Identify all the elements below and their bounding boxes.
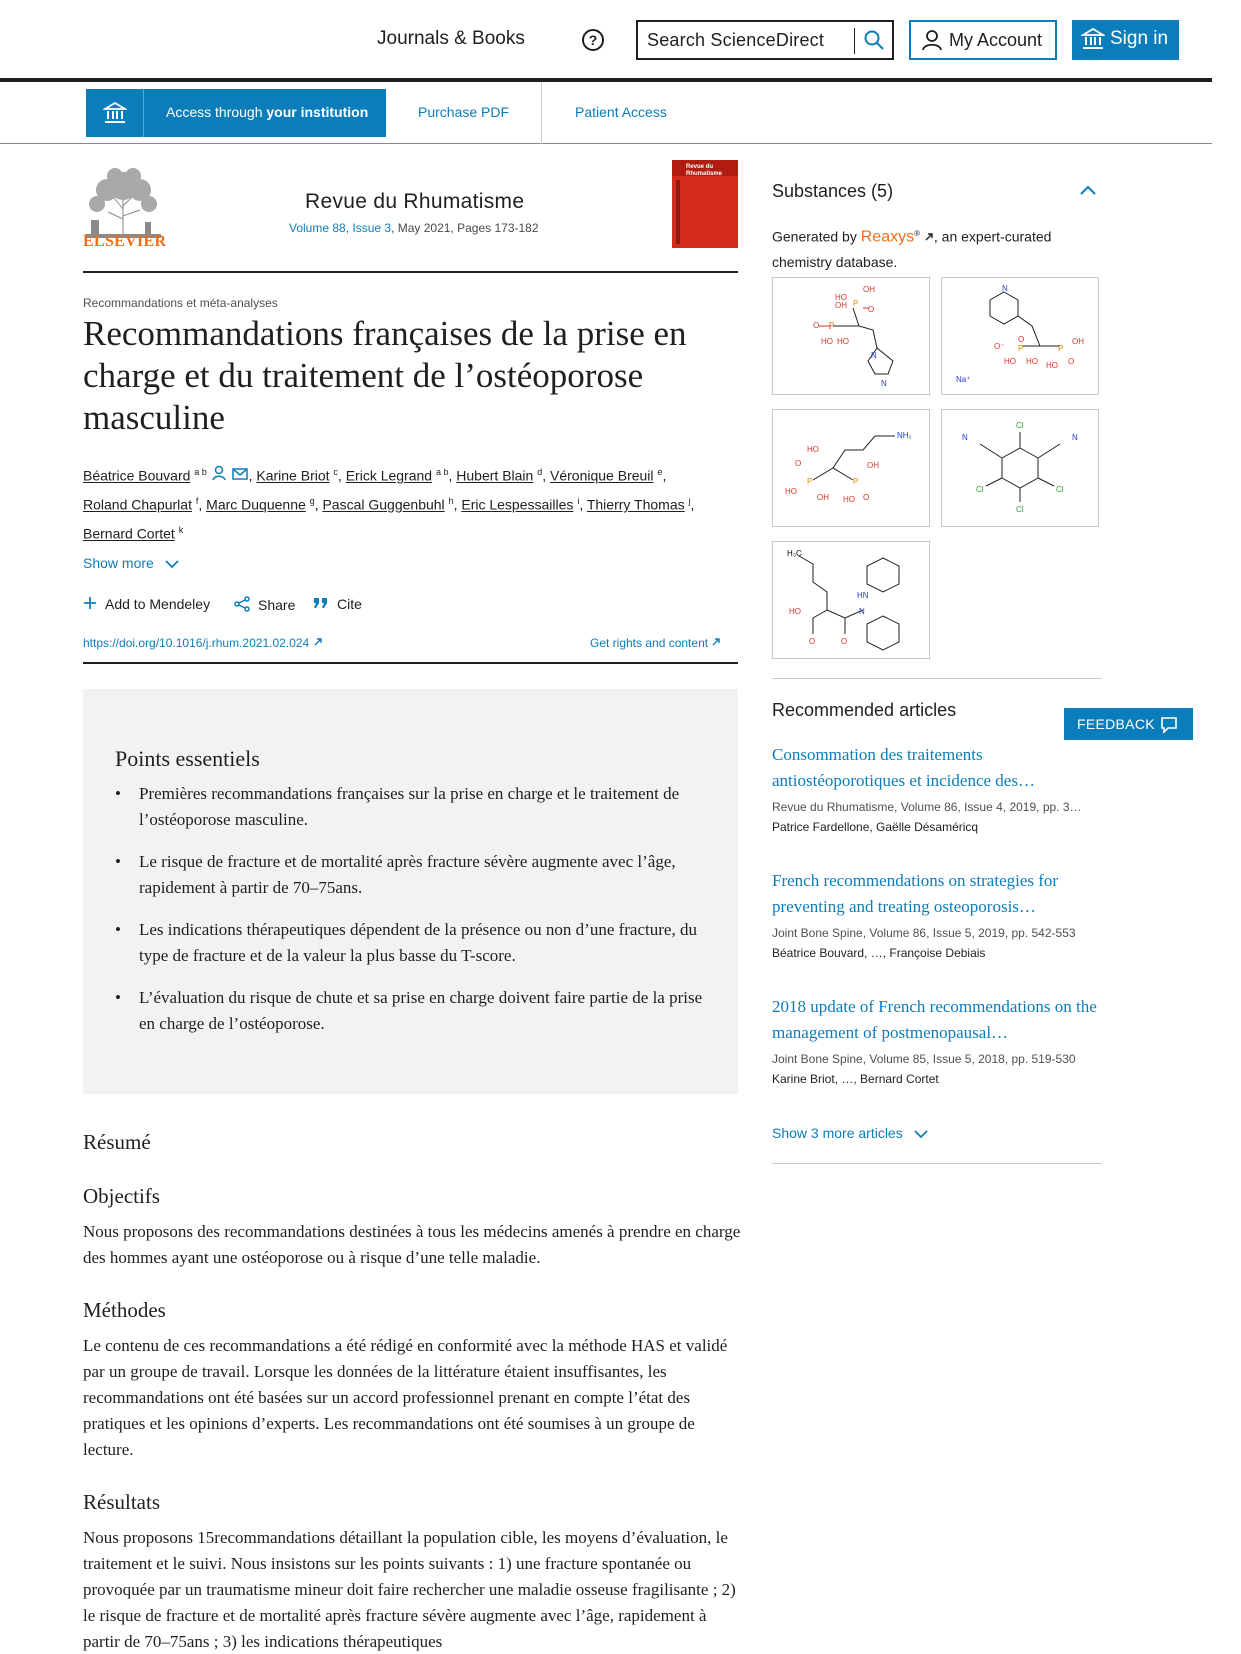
volume-issue-link[interactable]: Volume 88, Issue 3 <box>289 221 392 235</box>
svg-text:P: P <box>853 299 859 308</box>
recommended-article-link[interactable]: 2018 update of French recommendations on the management of postmenopausal… <box>772 997 1097 1042</box>
substance-structure-card[interactable] <box>941 277 1099 395</box>
author-affiliation: g <box>309 496 315 507</box>
author-list: Béatrice Bouvard $^{a b}$ , Karine Briot $^c$, Erick Legrand $^{a b}$, Hubert Blain $^d$, Véronique Breuil $^e$, Roland Chapurlat $^f$, Marc Duquenne $^g$, Pascal Guggenbuhl $^h$, Eric Lespessailles $^i$, Thierry Thomas $^j$, Bernard Cortet $^k$ <box>83 460 743 547</box>
substance-structure-card[interactable] <box>772 541 930 659</box>
highlight-text: L’évaluation du risque de chute et sa prise en charge doivent faire partie de la prise en charge de l’ostéoporose. <box>139 988 703 1033</box>
bullet: • <box>115 784 121 803</box>
resultats-paragraph: Nous proposons 15recommandations détaillant la population cible, les moyens d’évaluation, le traitement et le suivi. Nous insistons sur les points suivants : 1) une fracture spontanée ou provoquée par un traumatisme mineur doit faire rechercher une maladie osseuse fragilisante ; 2) le risque de fracture et de mortalité après fracture sévère augmente avec l’âge, rapidement à partir de 70–75ans ; 3) les indications thérapeutiques <box>83 1528 736 1651</box>
svg-text:Cl: Cl <box>1056 485 1064 494</box>
substances-title[interactable]: Substances (5) <box>772 181 894 201</box>
share-icon <box>234 596 250 612</box>
molecule-structure-image <box>773 542 929 658</box>
bullet: • <box>115 988 121 1007</box>
speech-bubble-icon <box>1160 716 1178 734</box>
author-link[interactable]: Erick Legrand <box>345 467 433 484</box>
show-more-label: Show more <box>83 555 154 571</box>
highlight-text: Le risque de fracture et de mortalité après fracture sévère augmente avec l’âge, rapidement à partir de 70–75ans. <box>139 852 676 897</box>
molecule-structure-image <box>773 278 929 394</box>
svg-text:HO: HO <box>1004 357 1016 366</box>
svg-text:O: O <box>841 637 848 646</box>
show-more-articles-label: Show 3 more articles <box>772 1125 903 1141</box>
author-link[interactable]: Bernard Cortet <box>83 525 175 542</box>
title-line-3: masculine <box>83 398 225 437</box>
feedback-button[interactable] <box>1064 708 1193 740</box>
molecule-structure-image <box>942 410 1098 526</box>
svg-text:O: O <box>1018 335 1025 344</box>
feedback-label: FEEDBACK <box>1077 716 1155 732</box>
svg-text:N: N <box>1002 284 1008 293</box>
journal-title-link[interactable]: Revue du Rhumatisme <box>305 190 525 213</box>
envelope-icon[interactable] <box>231 465 249 481</box>
svg-text:N: N <box>1072 433 1078 442</box>
purchase-pdf-link[interactable]: Purchase PDF <box>418 104 510 120</box>
header-divider <box>83 271 738 273</box>
svg-text:HO: HO <box>837 337 849 346</box>
rights-content-link[interactable] <box>590 636 721 650</box>
share-button[interactable] <box>234 596 295 613</box>
recommended-article <box>772 742 1102 834</box>
author-link[interactable]: Eric Lespessailles <box>461 497 574 514</box>
recommended-article-source: Revue du Rhumatisme, Volume 86, Issue 4, 2019, pp. 3… <box>772 800 1082 814</box>
author-affiliation: a b <box>194 467 207 477</box>
cite-button[interactable] <box>313 596 362 612</box>
external-link-icon <box>924 232 934 242</box>
svg-text:HN: HN <box>857 591 869 600</box>
svg-text:P: P <box>807 477 813 486</box>
my-account-button[interactable] <box>909 20 1057 60</box>
recommended-article-authors: Karine Briot, …, Bernard Cortet <box>772 1072 939 1086</box>
author-affiliation: f <box>195 496 199 507</box>
rights-text: Get rights and content <box>590 636 709 650</box>
journals-books-link[interactable]: Journals & Books <box>377 28 525 49</box>
svg-text:OH: OH <box>835 301 847 310</box>
svg-text:HO: HO <box>1046 361 1058 370</box>
doi-divider <box>83 662 738 664</box>
highlight-text: Les indications thérapeutiques dépendent de la présence ou non d’une fracture, du type de fracture et de la valeur la plus basse du T-score. <box>139 920 697 965</box>
search-divider <box>854 28 855 54</box>
question-circle-icon[interactable]: ? <box>582 29 604 51</box>
author-link[interactable]: Hubert Blain <box>456 467 534 484</box>
author-affiliation: i <box>577 496 580 507</box>
access-bold: your institution <box>266 104 369 120</box>
publisher-wordmark[interactable]: ELSEVIER <box>83 233 167 250</box>
recommended-article-source: Joint Bone Spine, Volume 85, Issue 5, 2018, pp. 519-530 <box>772 1052 1076 1066</box>
svg-text:P: P <box>829 321 835 330</box>
svg-text:O⁻: O⁻ <box>994 342 1005 351</box>
add-to-mendeley-button[interactable] <box>83 596 210 612</box>
resultats-heading: Résultats <box>83 1490 160 1514</box>
author-affiliation: j <box>688 496 691 507</box>
author-icons <box>211 464 249 489</box>
recommended-divider <box>772 1163 1102 1164</box>
generated-prefix: Generated by <box>772 228 857 245</box>
svg-text:HO: HO <box>843 495 855 504</box>
recommended-article <box>772 868 1102 960</box>
show-more-button[interactable] <box>83 555 180 571</box>
methodes-paragraph: Le contenu de ces recommandations a été rédigé en conformité avec la méthode HAS et validé par un groupe de travail. Lorsque les données de la littérature étaient insuffisantes, les recommandations ont été basées sur un accord professionnel prenant en compte l’état des pratiques et les opinions d’experts. Les recommandations ont été soumises à un groupe de lecture. <box>83 1336 728 1459</box>
molecule-structure-image <box>773 410 929 526</box>
generated-by-text: Generated by Reaxys® , an expert-curated chemistry database. <box>772 228 1052 270</box>
svg-text:OH: OH <box>867 461 879 470</box>
svg-text:HO: HO <box>821 337 833 346</box>
molecule-structure-image <box>942 278 1098 394</box>
svg-text:N: N <box>962 433 968 442</box>
author-affiliation: k <box>178 525 184 536</box>
svg-text:O: O <box>868 305 875 314</box>
substance-structure-card[interactable] <box>941 409 1099 527</box>
svg-text:OH: OH <box>1072 337 1084 346</box>
svg-text:HO: HO <box>789 607 801 616</box>
svg-text:Cl: Cl <box>1016 421 1024 430</box>
objectifs-heading: Objectifs <box>83 1184 160 1208</box>
svg-text:Na⁺: Na⁺ <box>956 375 971 384</box>
svg-text:Cl: Cl <box>1016 505 1024 514</box>
recommended-article-link[interactable]: Consommation des traitements antiostéoporotiques et incidence des… <box>772 745 1035 790</box>
bullet: • <box>115 920 121 939</box>
svg-text:H₃C: H₃C <box>787 549 802 558</box>
author-affiliation: a b <box>435 467 449 477</box>
search-icon[interactable] <box>863 29 885 51</box>
svg-text:N: N <box>859 607 865 616</box>
journal-date-pages: , May 2021, Pages 173-182 <box>391 221 539 235</box>
recommended-title: Recommended articles <box>772 700 957 720</box>
reaxys-link[interactable]: Reaxys <box>860 228 915 246</box>
access-institution-label <box>166 104 368 120</box>
institution-icon <box>1081 28 1105 50</box>
svg-text:HO: HO <box>785 487 797 496</box>
author-link[interactable]: Marc Duquenne <box>206 497 306 514</box>
substance-structure-card[interactable] <box>772 277 930 395</box>
author-affiliation: e <box>657 467 663 477</box>
chevron-up-icon[interactable] <box>1079 184 1097 196</box>
svg-text:OH: OH <box>817 493 829 502</box>
recommended-article-source: Joint Bone Spine, Volume 86, Issue 5, 2019, pp. 542-553 <box>772 926 1076 940</box>
access-institution-button[interactable] <box>86 89 386 137</box>
abstract-heading: Résumé <box>83 1130 151 1154</box>
svg-text:O: O <box>813 321 820 330</box>
substances-divider <box>772 678 1102 679</box>
highlight-item <box>115 917 710 969</box>
top-navigation-bar <box>0 0 1212 82</box>
svg-text:HO: HO <box>807 445 819 454</box>
search-box[interactable] <box>636 20 894 60</box>
svg-text:HO: HO <box>835 293 847 302</box>
cite-label: Cite <box>337 596 362 612</box>
recommended-article-link[interactable]: French recommendations on strategies for preventing and treating osteoporosis… <box>772 871 1059 916</box>
doi-text: https://doi.org/10.1016/j.rhum.2021.02.024 <box>83 636 310 650</box>
patient-access-link[interactable]: Patient Access <box>575 104 667 120</box>
cover-spine <box>676 180 680 244</box>
title-line-1: Recommandations françaises de la prise en <box>83 314 687 353</box>
recommended-article <box>772 994 1102 1086</box>
author-link[interactable]: Roland Chapurlat <box>83 497 192 514</box>
highlights-title: Points essentiels <box>115 746 260 771</box>
highlight-text: Premières recommandations françaises sur la prise en charge et le traitement de l’ostéoporose masculine. <box>139 784 680 829</box>
sign-in-button[interactable] <box>1072 20 1179 60</box>
plus-icon <box>83 596 97 610</box>
article-type: Recommandations et méta-analyses <box>83 296 278 310</box>
search-input[interactable]: Search ScienceDirect <box>647 30 825 50</box>
title-line-2: charge et du traitement de l’ostéoporose <box>83 356 644 395</box>
my-account-label: My Account <box>949 30 1043 50</box>
highlights-list <box>115 781 710 1053</box>
substance-structure-card[interactable] <box>772 409 930 527</box>
objectifs-paragraph: Nous proposons des recommandations destinées à tous les médecins amenés à prendre en charge des hommes ayant une ostéoporose ou à risque d’une telle maladie. <box>83 1222 741 1267</box>
access-bar <box>0 82 1212 144</box>
external-link-icon <box>711 637 721 647</box>
journal-cover-image[interactable] <box>672 160 738 248</box>
institution-icon <box>103 101 127 125</box>
svg-text:O: O <box>809 637 816 646</box>
cover-title: Revue du Rhumatisme <box>686 164 723 177</box>
svg-text:P: P <box>1058 344 1064 353</box>
add-mendeley-label: Add to Mendeley <box>105 596 211 612</box>
author-affiliation: d <box>537 467 543 477</box>
svg-text:OH: OH <box>863 285 875 294</box>
share-label: Share <box>258 597 296 613</box>
sign-in-label: Sign in <box>1110 28 1169 49</box>
quote-icon <box>313 596 329 610</box>
svg-text:HO: HO <box>1026 357 1038 366</box>
bullet: • <box>115 852 121 871</box>
chevron-down-icon <box>164 558 180 570</box>
author-affiliation: h <box>448 496 454 507</box>
chevron-down-icon <box>913 1128 929 1140</box>
doi-link[interactable] <box>83 636 323 650</box>
article-title <box>83 313 733 439</box>
external-link-icon <box>313 637 323 647</box>
highlights-box <box>83 689 738 1094</box>
svg-text:P: P <box>853 477 859 486</box>
institution-icon-box <box>86 89 144 137</box>
svg-text:P: P <box>1018 344 1024 353</box>
highlight-item <box>115 849 710 901</box>
journal-meta <box>289 221 539 235</box>
access-separator <box>541 82 542 144</box>
recommended-article-authors: Béatrice Bouvard, …, Françoise Debiais <box>772 946 986 960</box>
svg-text:O: O <box>1068 357 1075 366</box>
author-link[interactable]: Karine Briot <box>256 467 330 484</box>
svg-text:NH₂: NH₂ <box>897 431 912 440</box>
svg-text:O: O <box>795 459 802 468</box>
svg-text:N: N <box>871 351 877 360</box>
user-icon <box>921 29 943 51</box>
author-link[interactable]: Thierry Thomas <box>586 497 685 514</box>
svg-text:O: O <box>863 493 870 502</box>
access-prefix: Access through <box>166 104 263 120</box>
highlight-item <box>115 985 710 1037</box>
svg-text:N: N <box>881 379 887 388</box>
methodes-heading: Méthodes <box>83 1298 166 1322</box>
author-link[interactable]: Pascal Guggenbuhl <box>322 497 445 514</box>
author-link[interactable]: Béatrice Bouvard <box>83 467 191 484</box>
author-link[interactable]: Véronique Breuil <box>550 467 654 484</box>
svg-text:Cl: Cl <box>976 485 984 494</box>
person-icon[interactable] <box>211 465 227 481</box>
recommended-article-authors: Patrice Fardellone, Gaëlle Désaméricq <box>772 820 979 834</box>
show-more-articles-button[interactable] <box>772 1125 929 1141</box>
generated-suffix: , an expert-curated chemistry database. <box>772 228 1052 270</box>
highlight-item <box>115 781 710 833</box>
author-affiliation: c <box>333 467 338 477</box>
